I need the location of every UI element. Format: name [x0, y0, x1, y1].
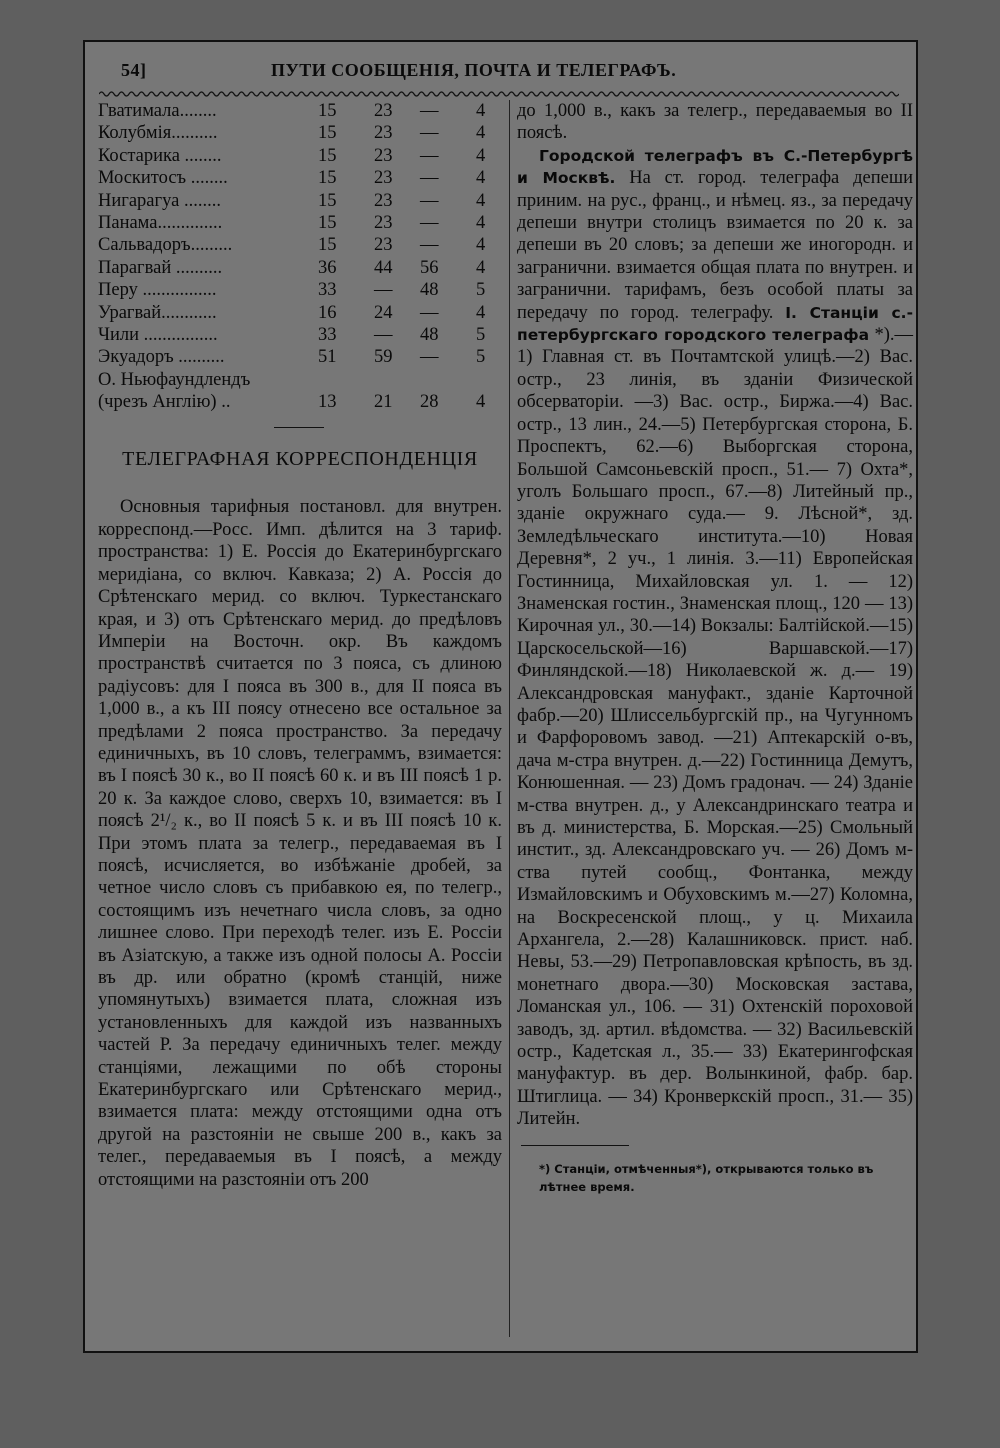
tariff-cell: 15 — [318, 145, 337, 166]
tariff-cell: 4 — [476, 145, 486, 166]
country-name: (чрезъ Англію) .. — [98, 392, 231, 413]
country-name: Перу ................ — [98, 280, 217, 301]
country-name: Парагвай .......... — [98, 257, 223, 278]
footnote-rule — [521, 1145, 629, 1146]
tariff-cell: 16 — [318, 302, 337, 323]
tariff-cell: 15 — [318, 212, 337, 233]
tariff-cell: 15 — [318, 168, 337, 189]
table-row — [98, 190, 502, 212]
tariff-cell: 23 — [374, 235, 393, 256]
tariff-cell: 5 — [476, 347, 486, 368]
country-name: Сальвадоръ......... — [98, 235, 233, 256]
table-row — [98, 391, 502, 413]
tariff-cell: 24 — [374, 302, 393, 323]
tariff-cell: — — [420, 145, 439, 166]
table-row — [98, 324, 502, 346]
tariff-table — [98, 100, 502, 413]
tariff-cell: — — [420, 190, 439, 211]
city-telegraph-heading: Городской телеграфъ въ С.-Петербургѣ и Москвѣ. — [517, 146, 913, 188]
country-name: Нигарагуа ........ — [98, 190, 221, 211]
tariff-cell: 4 — [476, 302, 486, 323]
page-header — [121, 60, 916, 90]
table-row — [98, 212, 502, 234]
tariff-cell: 5 — [476, 324, 486, 345]
country-name: Гватимала........ — [98, 101, 217, 121]
country-name: Экуадоръ .......... — [98, 347, 225, 368]
tariff-cell: 48 — [420, 324, 439, 345]
table-row — [98, 145, 502, 167]
city-telegraph-text: На ст. город. телеграфа депеши приним. на рус., франц., и нѣмец. яз., за передачу депеши внутри столицъ взимается по 20 к. за депеши въ 20 словъ; за депеши же иногородн. и загранични. взимается общая плата по внутрен. и загранични. тарифамъ, безъ особой платы за передачу по город. телеграфу. — [517, 168, 913, 323]
tariff-cell: 4 — [476, 257, 486, 278]
country-name: Костарика ........ — [98, 145, 222, 166]
tariff-cell: 4 — [476, 212, 486, 233]
tariff-cell: 44 — [374, 257, 393, 278]
section-separator — [274, 427, 324, 428]
country-name: Москитосъ ........ — [98, 168, 228, 189]
tariff-cell: 33 — [318, 280, 337, 301]
table-row — [98, 346, 502, 368]
tariff-cell: 48 — [420, 280, 439, 301]
tariff-cell: 4 — [476, 168, 486, 189]
left-body-text: Основныя тарифныя постановл. для внутрен. корреспонд.—Росс. Имп. дѣлится на 3 тариф. пространства: 1) Е. Россія до Екатеринбургскаго меридіана, со включ. Кавказа; 2) А. Россія до Срѣтенскаго мерид. со включ. Туркестанскаго края, и 3) отъ Срѣтенскаго мерид. до предѣловъ Имперіи на Восточн. окр. Въ каждомъ пространствѣ считается по 3 пояса, съ длиною радіусовъ: для I пояса въ 300 в., для II пояса въ 1,000 в., а къ III поясу отнесено все остальное за предѣлами 2 пояса пространство. За передачу единичныхъ, въ 10 словъ, телеграммъ, взимается: въ I поясѣ 30 к., во II поясѣ 60 к. и въ III поясѣ 1 р. 20 к. За каждое слово, сверхъ 10, взимается: въ I поясѣ 2¹/₂ к., во II поясѣ 5 к. и въ III поясѣ 10 к. При этомъ плата за телегр., передаваемая въ I поясѣ, исчисляется, во избѣжаніе дробей, за четное число словъ съ прибавкою ея, по телегр., состоящимъ изъ нечетнаго числа словъ, за одно лишнее слово. При переходѣ телег. изъ Е. Россіи въ Азіатскую, а также изъ одной полосы А. Россіи въ др. или обратно (кромѣ станцій, ниже упомянутыхъ) взимается плата, сложная изъ установленныхъ для каждой изъ названныхъ частей Р. За передачу единичныхъ телег. между станціями, лежащими по обѣ стороны Екатеринбургскаго или Срѣтенскаго мерид., взимается плата: между отстоящими одна отъ другой на разстояніи не свыше 200 в., какъ за телег., передаваемыя въ I поясѣ, а между отстоящими на разстояніи отъ 200 — [98, 497, 502, 1190]
tariff-cell: 23 — [374, 190, 393, 211]
tariff-cell: 23 — [374, 123, 393, 144]
tariff-cell: 21 — [374, 392, 393, 413]
tariff-cell: 23 — [374, 212, 393, 233]
table-row — [98, 279, 502, 301]
right-column — [517, 100, 913, 1196]
tariff-cell: 4 — [476, 190, 486, 211]
tariff-cell: 4 — [476, 123, 486, 144]
running-title: ПУТИ СООБЩЕНІЯ, ПОЧТА И ТЕЛЕГРАФЪ. — [271, 60, 677, 80]
tariff-cell: 15 — [318, 190, 337, 211]
country-name: Панама.............. — [98, 212, 223, 233]
tariff-cell: 36 — [318, 257, 337, 278]
tariff-cell: 13 — [318, 392, 337, 413]
table-row — [98, 167, 502, 189]
tariff-cell: — — [374, 324, 393, 345]
country-name: Чили ................ — [98, 324, 218, 345]
table-row — [98, 122, 502, 144]
table-row — [98, 234, 502, 256]
tariff-cell: — — [420, 168, 439, 189]
tariff-cell: — — [374, 280, 393, 301]
tariff-cell: — — [420, 235, 439, 256]
tariff-cell: 59 — [374, 347, 393, 368]
tariff-cell: 15 — [318, 123, 337, 144]
tariff-cell: 4 — [476, 235, 486, 256]
tariff-cell: — — [420, 101, 439, 121]
document-page — [83, 40, 918, 1353]
stations-subheading: I. Станціи с.-петербургскаго городского телеграфа — [517, 303, 913, 345]
country-name: О. Ньюфаундлендъ — [98, 369, 251, 390]
country-name: Колубмія.......... — [98, 123, 218, 144]
tariff-cell: 23 — [374, 168, 393, 189]
tariff-cell: 56 — [420, 257, 439, 278]
tariff-cell: 28 — [420, 392, 439, 413]
tariff-cell: 4 — [476, 392, 486, 413]
section-title: ТЕЛЕГРАФНАЯ КОРРЕСПОНДЕНЦІЯ — [122, 448, 478, 471]
right-body — [517, 100, 913, 1131]
city-telegraph-paragraph — [517, 145, 913, 1131]
tariff-cell: 51 — [318, 347, 337, 368]
tariff-cell: 4 — [476, 101, 486, 121]
stations-list-text: *).—1) Главная ст. въ Почтамтской улицѣ.—2) Вас. остр., 23 линія, въ зданіи Физической обсерваторіи. —3) Вас. остр., Биржа.—4) Вас. остр., 13 лин., 24.—5) Петербургская сторона, Б. Проспектъ, 62.—6) Выборгская сторона, Большой Самсоньевскій просп., 51.— 7) Охта*, уголъ Большаго просп., 67.—8) Литейный пр., зданіе окружнаго суда.— 9. Лѣсной*, зд. Земледѣльческаго института.—10) Новая Деревня*, 2 уч., 1 линія. 3.—11) Европейская Гостинница, Михайловская ул. 1. — 12) Знаменская гостин., Знаменская площ., 120 — 13) Кирочная ул., 30.—14) Вокзалы: Балтійской.—15) Царскосельской—16) Варшавской.—17) Финляндской.—18) Николаевской ж. д.— 19) Александровская мануфакт., зданіе Карточной фабр.—20) Шлиссельбургскій пр., на Чугунномъ и Фарфоровомъ завод. —21) Аптекарскій о-въ, дача м-стра внутрен. д.—22) Гостинница Демутъ, Конюшенная. — 23) Домъ градонач. — 24) Зданіе м-ства внутрен. д., у Александринскаго театра и въ д. министерства, Б. Морская.—25) Смольный инстит., зд. Александровскаго уч. — 26) Домъ м-ства путей сообщ., Фонтанка, между Измайловскимъ и Обуховскимъ м.—27) Коломна, на Воскресенской площ., у ц. Михаила Архангела, 2.—28) Калашниковск. прист. наб. Невы, 53.—29) Петропавловская крѣпость, въ зд. монетнаго двора.—30) Московская застава, Ломанская ул., 106. — 31) Охтенскій пороховой заводъ, зд. артил. вѣдомства. — 32) Васильевскій остр., Кадетская л., 35.— 33) Екатерингофская мануфактур. въ дер. Волынкиной, фабр. бар. Штиглица. — 34) Кронверкскій просп., 31.— 35) Литейн. — [517, 325, 913, 1130]
tariff-cell: — — [420, 347, 439, 368]
tariff-cell: 23 — [374, 101, 393, 121]
table-row — [98, 100, 502, 122]
tariff-cell: — — [420, 212, 439, 233]
table-row — [98, 257, 502, 279]
continuation-text: до 1,000 в., какъ за телегр., передаваемыя во II поясѣ. — [517, 101, 913, 144]
tariff-cell: 5 — [476, 280, 486, 301]
table-row — [98, 369, 502, 391]
tariff-cell: — — [420, 302, 439, 323]
tariff-cell: 33 — [318, 324, 337, 345]
country-name: Урагвай............ — [98, 302, 217, 323]
tariff-cell: — — [420, 123, 439, 144]
page-number: 54] — [121, 60, 147, 80]
tariff-cell: 15 — [318, 235, 337, 256]
wavy-rule — [99, 90, 899, 98]
tariff-cell: 23 — [374, 145, 393, 166]
footnote: *) Станціи, отмѣченныя*), открываются только въ лѣтнее время. — [539, 1161, 874, 1194]
tariff-cell: 15 — [318, 101, 337, 121]
left-column — [98, 100, 502, 1191]
table-row — [98, 302, 502, 324]
column-divider — [509, 100, 510, 1337]
